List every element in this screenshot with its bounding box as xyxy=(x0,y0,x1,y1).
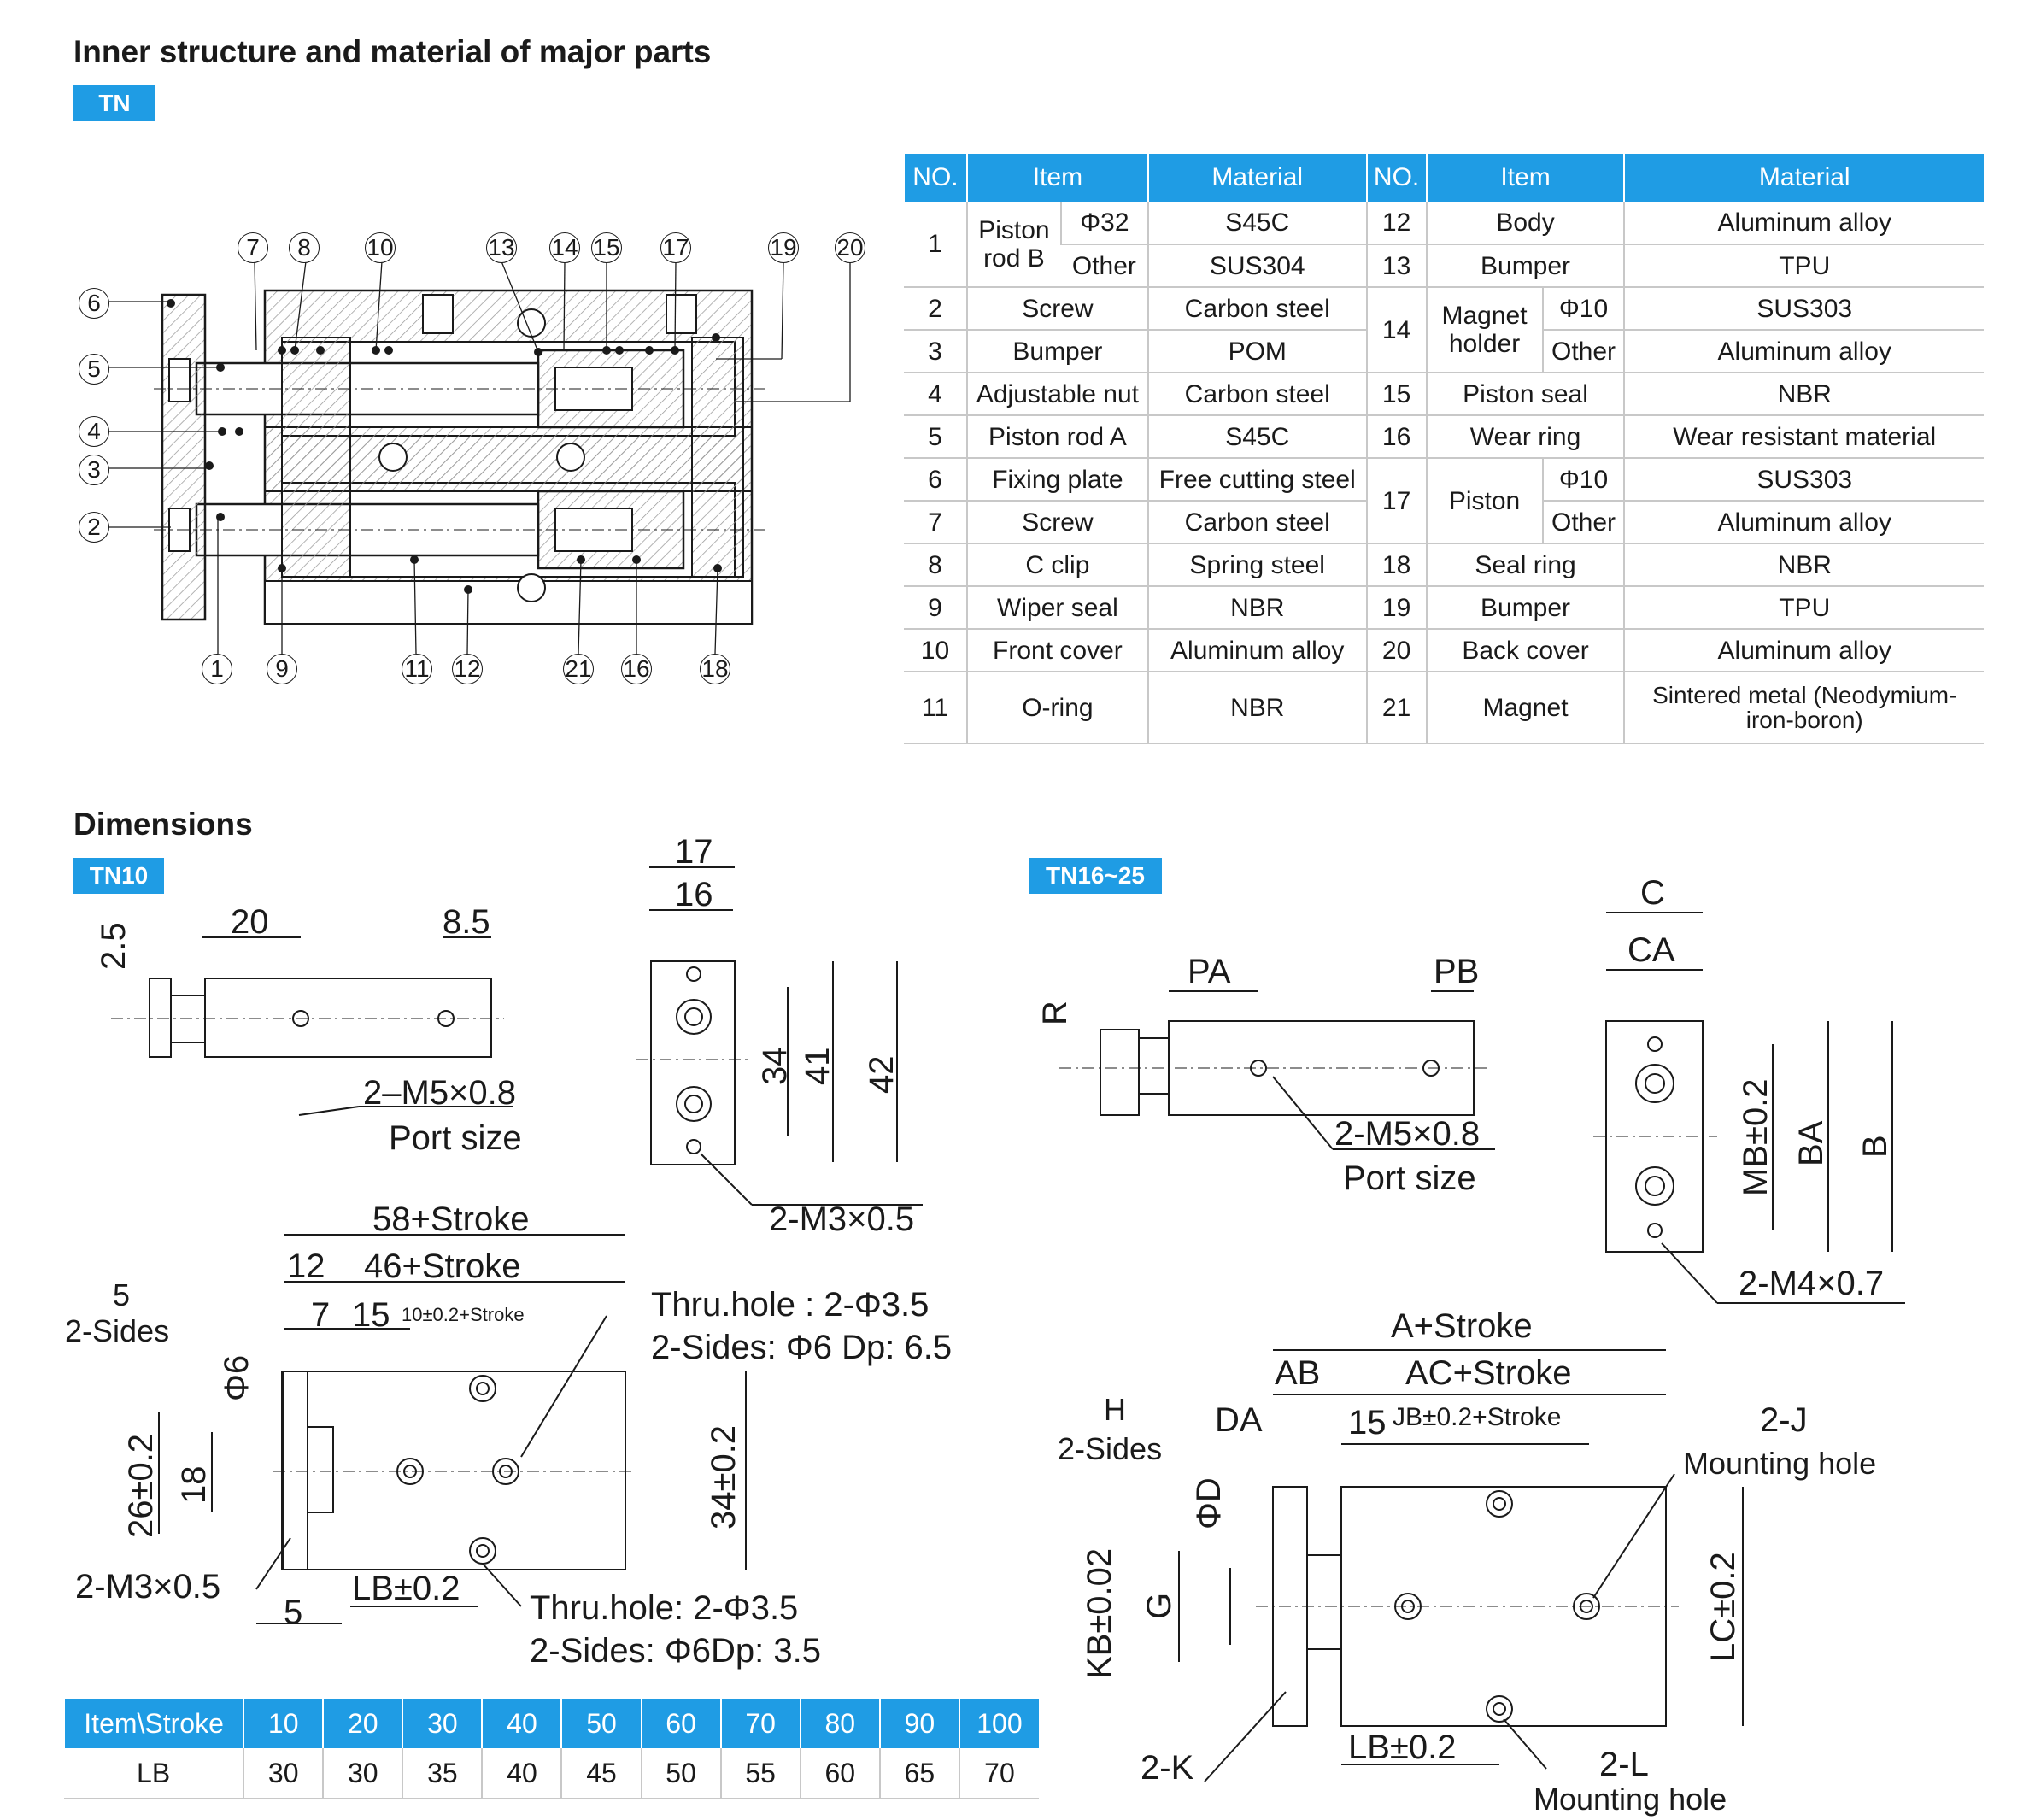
tn10-dim-5: 5 xyxy=(113,1277,131,1312)
lb-cell: 40 xyxy=(482,1748,561,1799)
table-row xyxy=(904,458,1984,501)
table-row xyxy=(904,543,1984,586)
section-title-dimensions: Dimensions xyxy=(73,807,253,842)
tn10-sides: 2-Sides xyxy=(65,1313,170,1348)
lb-stroke-table xyxy=(63,1699,1039,1799)
table-row xyxy=(904,672,1984,743)
tag-tn10: TN10 xyxy=(73,858,164,894)
cell-no: 8 xyxy=(904,543,967,586)
tn16-mount2: Mounting hole xyxy=(1534,1782,1727,1817)
lb-table-header xyxy=(64,1699,1039,1748)
cell-sub: Φ32 xyxy=(1061,202,1148,244)
cell-no: 1 xyxy=(904,202,967,287)
cell-no: 3 xyxy=(904,330,967,373)
cell-no: 15 xyxy=(1367,373,1427,415)
cell-material: Spring steel xyxy=(1148,543,1367,586)
lb-header-stroke: 80 xyxy=(801,1699,880,1748)
cell-no: 4 xyxy=(904,373,967,415)
header-item: Item xyxy=(967,154,1148,202)
cell-no: 19 xyxy=(1367,586,1427,629)
cell-sub: Other xyxy=(1061,244,1148,287)
tn10-lb: LB±0.2 xyxy=(352,1570,460,1607)
tn16-r: R xyxy=(1036,1001,1074,1025)
tn16-j: 2-J xyxy=(1760,1401,1808,1439)
tn10-dim-34-side: 34±0.2 xyxy=(705,1424,742,1529)
cell-material: Aluminum alloy xyxy=(1624,629,1984,672)
callout-14: 14 xyxy=(549,232,580,263)
tn16-lc: LC±0.2 xyxy=(1704,1552,1742,1662)
cell-no: 5 xyxy=(904,415,967,458)
callout-5: 5 xyxy=(79,354,109,385)
cell-item: Piston xyxy=(1427,458,1543,543)
tag-tn: TN xyxy=(73,85,155,121)
cell-material: SUS303 xyxy=(1624,458,1984,501)
table-row xyxy=(904,415,1984,458)
cell-material: Aluminum alloy xyxy=(1148,629,1367,672)
tn16-ca: CA xyxy=(1627,931,1675,969)
tn16-lb: LB±0.2 xyxy=(1348,1729,1457,1766)
cell-item: Piston seal xyxy=(1427,373,1625,415)
cell-no: 10 xyxy=(904,629,967,672)
cell-no: 21 xyxy=(1367,672,1427,743)
cell-material: Sintered metal (Neodymium-iron-boron) xyxy=(1624,672,1984,743)
cell-item: Wiper seal xyxy=(967,586,1148,629)
tn16-drawing xyxy=(1025,872,2008,1817)
callout-9: 9 xyxy=(267,654,297,684)
tn10-top-body xyxy=(284,1371,625,1570)
material-table xyxy=(903,154,1984,744)
cell-material: Free cutting steel xyxy=(1148,458,1367,501)
tn16-phid: ΦD xyxy=(1190,1477,1228,1529)
cell-item: Bumper xyxy=(1427,244,1625,287)
cell-item: Wear ring xyxy=(1427,415,1625,458)
lb-header-stroke: 90 xyxy=(880,1699,959,1748)
cell-sub: Φ10 xyxy=(1543,458,1625,501)
tn10-side-body xyxy=(205,978,491,1057)
cell-no: 14 xyxy=(1367,287,1427,373)
cell-item: Bumper xyxy=(967,330,1148,373)
lb-header-stroke: 60 xyxy=(642,1699,721,1748)
cell-material: Carbon steel xyxy=(1148,287,1367,330)
cell-material: SUS304 xyxy=(1148,244,1367,287)
callout-20: 20 xyxy=(835,232,865,263)
lb-cell: 30 xyxy=(323,1748,402,1799)
tn16-b: B xyxy=(1856,1135,1894,1158)
tn16-l: 2-L xyxy=(1599,1746,1649,1783)
callout-16: 16 xyxy=(621,654,652,684)
cell-no: 11 xyxy=(904,672,967,743)
cell-material: Aluminum alloy xyxy=(1624,202,1984,244)
cell-material: NBR xyxy=(1624,373,1984,415)
cell-item: Adjustable nut xyxy=(967,373,1148,415)
tn10-dim-15: 15 xyxy=(352,1296,390,1334)
lb-cell: 45 xyxy=(561,1748,641,1799)
cell-material: NBR xyxy=(1148,586,1367,629)
cell-item: C clip xyxy=(967,543,1148,586)
tn10-dim-85: 8.5 xyxy=(443,903,490,941)
lb-header-stroke: 100 xyxy=(959,1699,1039,1748)
cell-no: 7 xyxy=(904,501,967,543)
lb-header-stroke: 30 xyxy=(402,1699,482,1748)
tn10-m3-b: 2-M3×0.5 xyxy=(75,1568,221,1606)
lb-header-stroke: 10 xyxy=(243,1699,323,1748)
lb-header-stroke: 40 xyxy=(482,1699,561,1748)
lb-cell: 65 xyxy=(880,1748,959,1799)
cell-material: Wear resistant material xyxy=(1624,415,1984,458)
callout-21: 21 xyxy=(563,654,594,684)
cell-no: 16 xyxy=(1367,415,1427,458)
table-row xyxy=(904,287,1984,330)
tn10-sides1: 2-Sides: Φ6 Dp: 6.5 xyxy=(651,1329,953,1366)
tag-tn16-25: TN16~25 xyxy=(1029,858,1162,894)
tn16-port: 2-M5×0.8 xyxy=(1334,1115,1481,1153)
tn16-h: H xyxy=(1104,1392,1126,1427)
tn10-dim-12: 12 xyxy=(287,1248,325,1285)
tn16-kb: KB±0.02 xyxy=(1081,1547,1118,1679)
tn10-sides2: 2-Sides: Φ6Dp: 3.5 xyxy=(530,1632,821,1670)
tn10-dim-10: 10±0.2+Stroke xyxy=(402,1304,525,1325)
table-row xyxy=(904,244,1984,287)
cell-item: Fixing plate xyxy=(967,458,1148,501)
cell-material: POM xyxy=(1148,330,1367,373)
callout-13: 13 xyxy=(486,232,517,263)
callout-4: 4 xyxy=(79,416,109,447)
tn10-dim-17: 17 xyxy=(675,833,713,871)
cell-material: TPU xyxy=(1624,244,1984,287)
tn10-dim-5b: 5 xyxy=(284,1594,303,1631)
cell-no: 9 xyxy=(904,586,967,629)
tn10-dim-16: 16 xyxy=(675,876,713,913)
callout-17: 17 xyxy=(660,232,691,263)
tn16-g: G xyxy=(1141,1592,1178,1619)
header-material: Material xyxy=(1148,154,1367,202)
tn16-acstroke: AC+Stroke xyxy=(1405,1354,1572,1392)
lb-table-row xyxy=(64,1748,1039,1799)
callout-19: 19 xyxy=(768,232,799,263)
tn10-dim-26: 26±0.2 xyxy=(122,1433,160,1538)
tn16-sides: 2-Sides xyxy=(1058,1431,1163,1466)
tn10-dim-41: 41 xyxy=(799,1047,836,1085)
tn10-stroke-58: 58+Stroke xyxy=(372,1201,530,1238)
tn16-jb: JB±0.2+Stroke xyxy=(1393,1403,1562,1431)
callout-10: 10 xyxy=(365,232,396,263)
tn10-dim-34: 34 xyxy=(756,1047,794,1085)
cell-item: Seal ring xyxy=(1427,543,1625,586)
callout-11: 11 xyxy=(402,654,432,684)
tn10-end-body xyxy=(651,961,735,1165)
cell-item: Back cover xyxy=(1427,629,1625,672)
lb-cell: 70 xyxy=(959,1748,1039,1799)
cell-no: 17 xyxy=(1367,458,1427,543)
tn16-port-label: Port size xyxy=(1343,1160,1476,1197)
callout-3: 3 xyxy=(79,455,109,485)
tn10-m3-a: 2-M3×0.5 xyxy=(769,1201,915,1238)
callout-8: 8 xyxy=(289,232,320,263)
table-row xyxy=(904,373,1984,415)
cell-material: TPU xyxy=(1624,586,1984,629)
lb-header-stroke: 50 xyxy=(561,1699,641,1748)
tn10-thru1: Thru.hole : 2-Φ3.5 xyxy=(651,1286,930,1324)
callout-12: 12 xyxy=(452,654,483,684)
tn16-ba: BA xyxy=(1792,1120,1830,1166)
cell-material: SUS303 xyxy=(1624,287,1984,330)
cell-item: Piston rod A xyxy=(967,415,1148,458)
tn10-stroke-46: 46+Stroke xyxy=(364,1248,521,1285)
cell-item: Piston rod B xyxy=(967,202,1061,287)
cell-item: Front cover xyxy=(967,629,1148,672)
table-row xyxy=(904,586,1984,629)
tn16-k: 2-K xyxy=(1141,1749,1194,1787)
callout-6: 6 xyxy=(79,288,109,319)
tn10-dim-42: 42 xyxy=(863,1055,900,1094)
callout-1: 1 xyxy=(202,654,232,684)
section-title-structure: Inner structure and material of major parts xyxy=(73,34,712,69)
cell-item: Screw xyxy=(967,501,1148,543)
lb-cell: 30 xyxy=(243,1748,323,1799)
cell-item: Bumper xyxy=(1427,586,1625,629)
cell-material: Aluminum alloy xyxy=(1624,501,1984,543)
material-table-header xyxy=(904,154,1984,202)
cell-material: NBR xyxy=(1624,543,1984,586)
tn10-dim-18: 18 xyxy=(175,1465,213,1504)
lb-header-stroke: 20 xyxy=(323,1699,402,1748)
tn10-dim-25: 2.5 xyxy=(95,922,132,970)
tn10-dim-7: 7 xyxy=(311,1296,331,1334)
cell-sub: Φ10 xyxy=(1543,287,1625,330)
cell-no: 13 xyxy=(1367,244,1427,287)
tn16-pb: PB xyxy=(1434,953,1480,990)
lb-cell: 35 xyxy=(402,1748,482,1799)
lb-cell: 55 xyxy=(721,1748,801,1799)
table-row xyxy=(904,202,1984,244)
tn16-da: DA xyxy=(1215,1401,1263,1439)
header-no: NO. xyxy=(904,154,967,202)
tn10-drawing xyxy=(51,829,1025,1670)
cell-material: NBR xyxy=(1148,672,1367,743)
tn10-port: 2–M5×0.8 xyxy=(363,1074,517,1112)
cell-material: Carbon steel xyxy=(1148,373,1367,415)
lb-header-stroke: 70 xyxy=(721,1699,801,1748)
cross-section-drawing xyxy=(51,214,888,709)
cell-no: 12 xyxy=(1367,202,1427,244)
tn16-mount1: Mounting hole xyxy=(1683,1446,1877,1481)
cell-no: 20 xyxy=(1367,629,1427,672)
tn16-m4: 2-M4×0.7 xyxy=(1739,1265,1885,1302)
cell-sub: Other xyxy=(1543,501,1625,543)
lb-row-label: LB xyxy=(64,1748,243,1799)
callout-7: 7 xyxy=(238,232,268,263)
callout-15: 15 xyxy=(591,232,622,263)
tn16-15: 15 xyxy=(1348,1404,1387,1441)
cell-item: Body xyxy=(1427,202,1625,244)
lb-cell: 60 xyxy=(801,1748,880,1799)
tn10-port-label: Port size xyxy=(389,1119,522,1157)
tn16-pa: PA xyxy=(1188,953,1231,990)
cell-item: Magnet xyxy=(1427,672,1625,743)
tn10-dim-20: 20 xyxy=(231,903,269,941)
tn10-phi6: Φ6 xyxy=(218,1354,255,1401)
callout-18: 18 xyxy=(700,654,730,684)
cell-material: S45C xyxy=(1148,415,1367,458)
table-row xyxy=(904,629,1984,672)
cell-item: Screw xyxy=(967,287,1148,330)
header-no-2: NO. xyxy=(1367,154,1427,202)
cell-item: Magnet holder xyxy=(1427,287,1543,373)
header-material-2: Material xyxy=(1624,154,1984,202)
tn16-ab: AB xyxy=(1275,1354,1321,1392)
header-item-2: Item xyxy=(1427,154,1625,202)
lb-header-item: Item\Stroke xyxy=(64,1699,243,1748)
tn16-mb: MB±0.2 xyxy=(1737,1078,1774,1196)
tn16-astroke: A+Stroke xyxy=(1391,1307,1533,1345)
cell-item: O-ring xyxy=(967,672,1148,743)
cell-material: Aluminum alloy xyxy=(1624,330,1984,373)
fixing-plate xyxy=(162,295,205,619)
tn16-c: C xyxy=(1640,874,1665,912)
tn10-thru2: Thru.hole: 2-Φ3.5 xyxy=(530,1589,799,1627)
cell-no: 6 xyxy=(904,458,967,501)
cell-no: 2 xyxy=(904,287,967,330)
cell-material: Carbon steel xyxy=(1148,501,1367,543)
lb-cell: 50 xyxy=(642,1748,721,1799)
cell-material: S45C xyxy=(1148,202,1367,244)
cell-sub: Other xyxy=(1543,330,1625,373)
cell-no: 18 xyxy=(1367,543,1427,586)
callout-2: 2 xyxy=(79,512,109,543)
